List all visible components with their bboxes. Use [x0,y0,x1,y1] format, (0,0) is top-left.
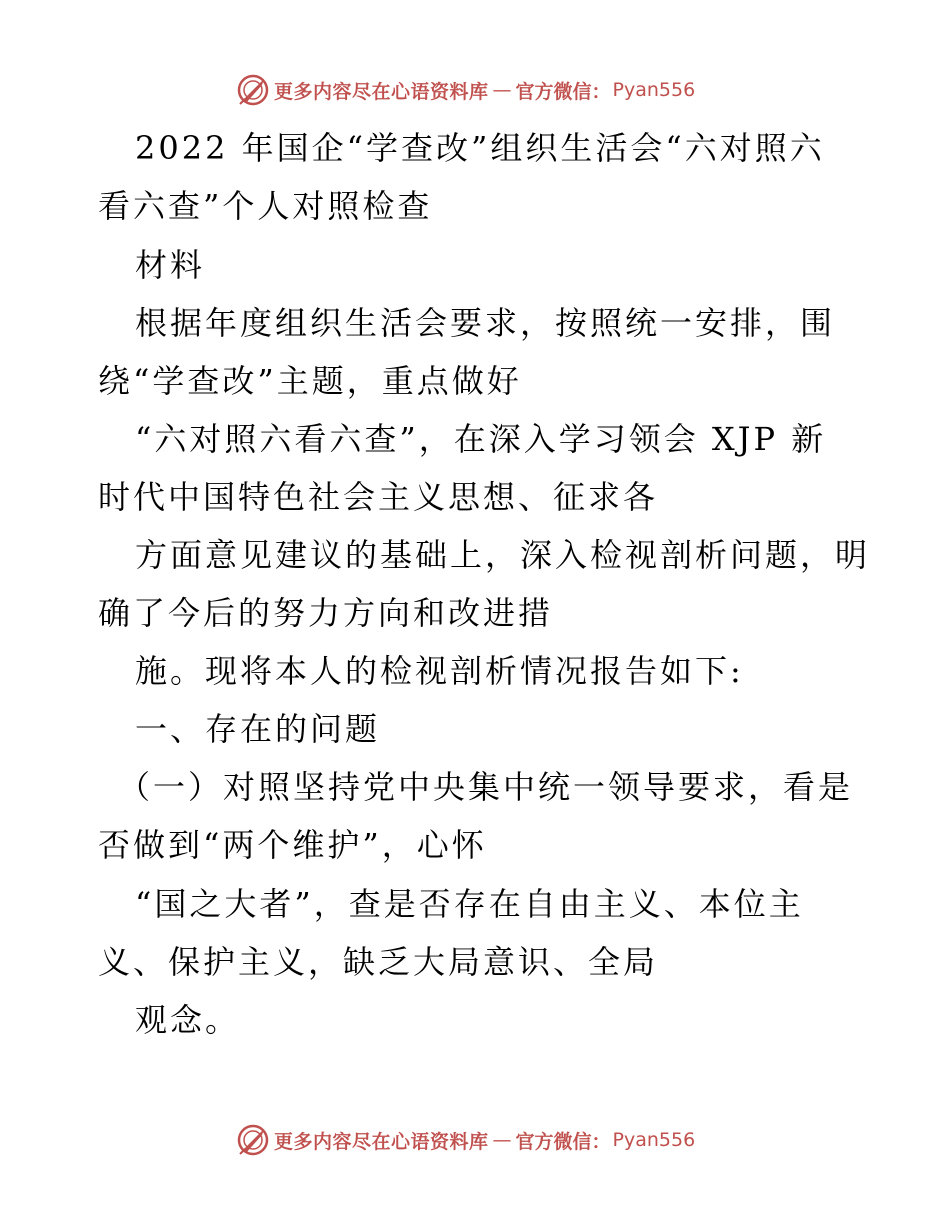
watermark-banner-bottom [236,1120,695,1160]
title-line-2: 看六查”个人对照检查 [98,187,433,225]
title-line-1: 2022 年国企“学查改”组织生活会“六对照六 [135,129,825,167]
title-line-3: 材料 [135,246,206,284]
watermark-separator: — [492,79,512,101]
body-line-6: 确了今后的努力方向和改进措 [98,594,554,632]
body-line-5: 方面意见建议的基础上，深入检视剖析问题，明 [135,536,871,574]
watermark-slogan: 更多内容尽在心语资料库 [274,80,489,103]
watermark-wechat-label: 官方微信： [515,1130,611,1153]
pen-logo-icon [236,1123,270,1157]
section-heading: 一、存在的问题 [135,710,381,748]
pen-logo-icon [236,73,270,107]
body-line-12: 观念。 [135,1001,241,1039]
body-line-11: 义、保护主义，缺乏大局意识、全局 [98,943,659,981]
watermark-slogan: 更多内容尽在心语资料库 [274,1130,489,1153]
watermark-wechat-id: Pyan556 [612,1129,696,1151]
watermark-wechat-label: 官方微信： [515,80,611,103]
body-line-2: 绕“学查改”主题，重点做好 [98,362,522,400]
body-line-10: “国之大者”，查是否存在自由主义、本位主 [135,885,804,923]
body-line-8: （一）对照坚持党中央集中统一领导要求，看是 [118,768,854,806]
watermark-banner-top [236,70,695,110]
body-line-4: 时代中国特色社会主义思想、征求各 [98,478,659,516]
body-line-7: 施。现将本人的检视剖析情况报告如下: [135,652,744,690]
body-line-3: “六对照六看六查”，在深入学习领会 XJP 新 [135,420,827,458]
watermark-wechat-id: Pyan556 [612,79,696,101]
watermark-separator: — [492,1129,512,1151]
body-line-9: 否做到“两个维护”，心怀 [98,826,487,864]
body-line-1: 根据年度组织生活会要求，按照统一安排，围 [135,304,836,342]
